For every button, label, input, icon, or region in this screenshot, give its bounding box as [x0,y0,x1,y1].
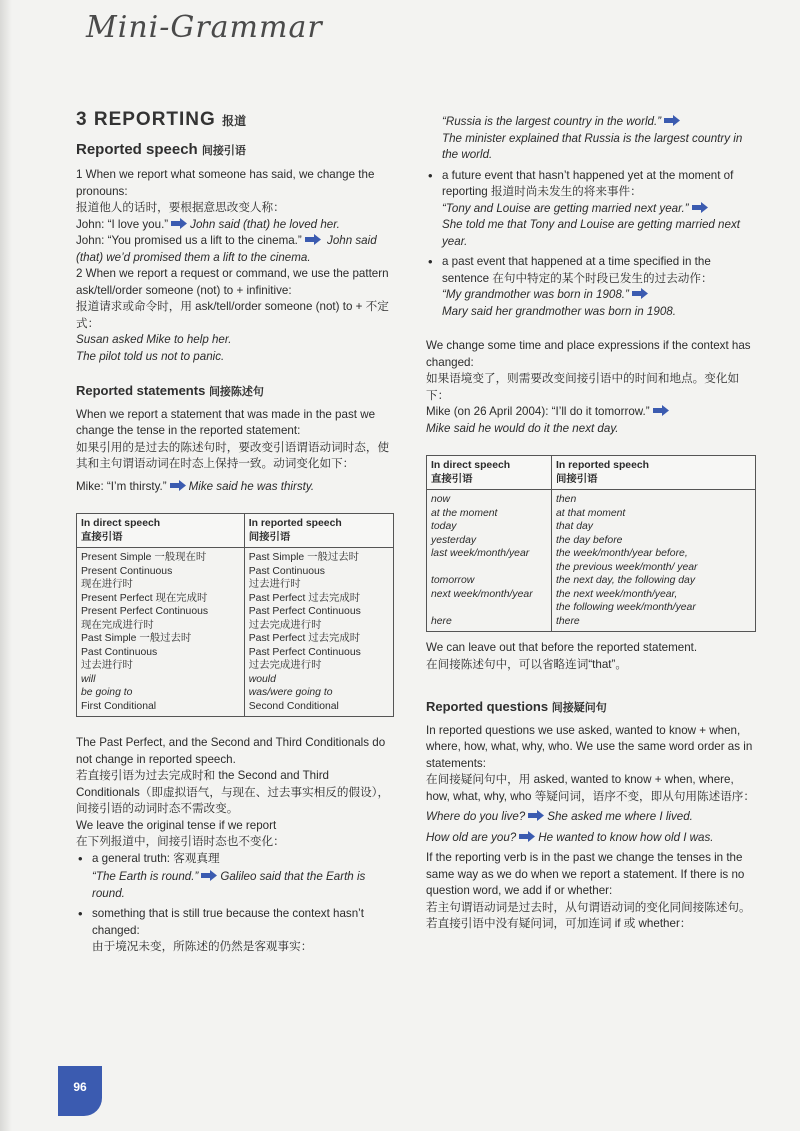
time-table-body [427,490,756,632]
general-truth-example: “The Earth is round.” Galileo said that the Earth is round. [92,870,366,900]
tense-cell-right: Past Perfect Continuous 过去完成进行时 [244,605,393,632]
time-cell-left: next week/month/year [431,588,533,600]
russia-example: “Russia is the largest country in the world.” The minister explained that Russia is the largest country in the world. [442,115,743,161]
page-number-tab [58,1066,102,1116]
time-place-example: Mike (on 26 April 2004): “I’ll do it tomorrow.” Mike said he would do it the next day. [426,404,756,437]
arrow-icon [632,288,648,299]
tense-row [77,646,394,673]
mini-grammar-header: Mini-Grammar [86,10,323,45]
tense-table-head-left: In direct speech 直接引语 [77,514,245,548]
section-title: 3 REPORTING 报道 [76,109,247,130]
time-row [427,574,756,588]
tense-row [77,605,394,632]
tense-cell-right: would [244,673,393,687]
arrow-icon [664,115,680,126]
rs-example-4: The pilot told us not to panic. [76,349,225,363]
tense-cell-right: was/were going to [244,686,393,700]
time-cell-left: last week/month/year [431,548,530,559]
tense-table-body [77,548,394,717]
tense-row [77,673,394,687]
time-row [427,615,756,632]
time-cell-right: there [552,615,756,632]
time-cell-right: at that moment [552,507,756,521]
tense-cell-right: Past Perfect 过去完成时 [244,632,393,646]
tense-cell-right: Second Conditional [244,700,393,717]
time-cell-left: today [431,521,457,532]
tense-cell-left: Past Continuous 过去进行时 [81,646,158,671]
rq-p1-en: In reported questions we use asked, wanted to know + when, where, how, what, why, who. We use the same word order as in statements: [426,723,753,770]
leave-out-that-en: We can leave out that before the reported statement. [426,641,698,654]
time-table-head-right: In reported speech 间接引语 [552,456,756,490]
arrow-icon [519,831,535,842]
arrow-icon [692,202,708,213]
rq-p2-en: If the reporting verb is in the past we change the tenses in the same way as we do when we report a statement. If there is no question word, we add if or whether: [426,851,745,897]
bullet-still-true: • something that is still true because the context hasn’t changed: 由于境况未变，所陈述的仍然是客观事实： [76,906,394,956]
tense-row [77,686,394,700]
tense-table-head-right: In reported speech 间接引语 [244,514,393,548]
time-cell-left: at the moment [431,507,498,519]
page-number: 96 [73,1080,87,1094]
right-column [426,114,756,933]
rst-example: Mike: “I’m thirsty.” Mike said he was thirsty. [76,479,315,493]
time-cell-right: the week/month/year before, the previous week/month/ year [552,547,756,574]
rq-p1-cn: 在间接疑问句中，用 asked, wanted to know + when, where, how, what, why, who 等疑问词，语序不变，即从句用陈述语序： [426,773,755,803]
future-event-example: “Tony and Louise are getting married next year.” She told me that Tony and Louise are getting married next year. [442,201,740,248]
bullet-future-event: • a future event that hasn’t happened yet at the moment of reporting 报道时尚未发生的将来事件： [426,168,756,201]
time-cell-right: then [552,490,756,507]
left-column [76,109,394,956]
rq-example-2: How old are you? He wanted to know how old I was. [426,830,714,844]
tense-cell-right: Past Perfect Continuous 过去完成进行时 [244,646,393,673]
rq-p2-cn: 若主句谓语动词是过去时，从句谓语动词的变化同间接陈述句。若直接引语中没有疑问词，可加连词 if 或 whether： [426,900,751,930]
time-place-p-cn: 如果语境变了，则需要改变间接引语中的时间和地点。变化如下： [426,372,740,402]
time-table-head-left: In direct speech 直接引语 [427,456,552,490]
tense-cell-right: Past Perfect 过去完成时 [244,592,393,606]
time-row [427,520,756,534]
time-cell-right: the next week/month/year, the following week/month/year [552,588,756,615]
tense-cell-left: Present Simple 一般现在时 [81,552,207,563]
rs-example-2: John: “You promised us a lift to the cinema.” John said (that) we’d promised them a lift to the cinema. [76,234,377,264]
tense-row [77,548,394,565]
arrow-icon [171,218,187,229]
lb-p2-en: We leave the original tense if we report [76,818,277,832]
tense-cell-right: Past Simple 一般过去时 [244,548,393,565]
time-cell-left: here [431,615,452,627]
time-row [427,588,756,615]
tense-cell-right: Past Continuous 过去进行时 [244,565,393,592]
time-cell-left: yesterday [431,534,477,546]
rst-p-cn: 如果引用的是过去的陈述句时，要改变引语谓语动词时态，使其和主句谓语动词在时态上保持一致。动词变化如下： [76,440,390,470]
tense-cell-left: Present Continuous 现在进行时 [81,565,173,590]
rs-example-3: Susan asked Mike to help her. [76,333,232,346]
time-place-p-en: We change some time and place expressions if the context has changed: [426,339,751,369]
tense-row [77,592,394,606]
reported-statements-heading: Reported statements 间接陈述句 [76,383,264,398]
leave-out-that-cn: 在间接陈述句中，可以省略连词“that”。 [426,657,627,671]
tense-row [77,632,394,646]
time-cell-right: the day before [552,534,756,548]
tense-cell-left: Present Perfect Continuous 现在完成进行时 [81,606,209,631]
rs-p2-en: 2 When we report a request or command, we use the pattern ask/tell/order someone (not) to + infinitive: [76,267,389,297]
bullet-general-truth: • a general truth: 客观真理 [76,851,394,868]
arrow-icon [653,405,669,416]
rs-p1-en: 1 When we report what someone has said, we change the pronouns: [76,168,375,198]
rs-example-1: John: “I love you.” John said (that) he loved her. [76,217,340,231]
arrow-icon [305,234,321,245]
time-cell-left: tomorrow [431,575,475,586]
time-row [427,547,756,574]
past-event-example: “My grandmother was born in 1908.” Mary said her grandmother was born in 1908. [442,288,676,318]
lb-p1-en: The Past Perfect, and the Second and Third Conditionals do not change in reported speech. [76,736,386,766]
tense-cell-left: will [81,673,96,685]
arrow-icon [528,810,544,821]
lb-p1-cn: 若直接引语为过去完成时和 the Second and Third Conditionals（即虚拟语气，与现在、过去事实相反的假设），间接引语的动词时态不需改变。 [76,769,390,815]
time-row [427,534,756,548]
rs-p2-cn: 报道请求或命令时，用 ask/tell/order someone (not) to + 不定式： [76,300,389,330]
book-spine-shadow [0,0,12,1131]
reported-speech-heading: Reported speech 间接引语 [76,140,246,158]
arrow-icon [170,480,186,491]
time-row [427,490,756,507]
tense-row [77,565,394,592]
tense-cell-left: First Conditional [81,700,157,712]
time-cell-left: now [431,494,451,505]
tense-row [77,700,394,717]
tense-change-table [76,513,394,717]
rst-p-en: When we report a statement that was made in the past we change the tense in the reported statement: [76,407,376,437]
tense-cell-left: be going to [81,687,133,698]
time-cell-right: that day [552,520,756,534]
rq-example-1: Where do you live? She asked me where I lived. [426,810,693,823]
tense-cell-left: Present Perfect 现在完成时 [81,592,208,604]
lb-p2-cn: 在下列报道中，间接引语时态也不变化： [76,835,285,848]
time-cell-right: the next day, the following day [552,574,756,588]
time-row [427,507,756,521]
bullet-past-event: • a past event that happened at a time specified in the sentence 在句中特定的某个时段已发生的过去动作： [426,254,756,287]
rs-p1-cn: 报道他人的话时，要根据意思改变人称： [76,201,285,214]
tense-cell-left: Past Simple 一般过去时 [81,633,192,644]
time-expression-table [426,455,756,632]
arrow-icon [201,870,217,881]
reported-questions-heading: Reported questions 间接疑问句 [426,699,607,714]
